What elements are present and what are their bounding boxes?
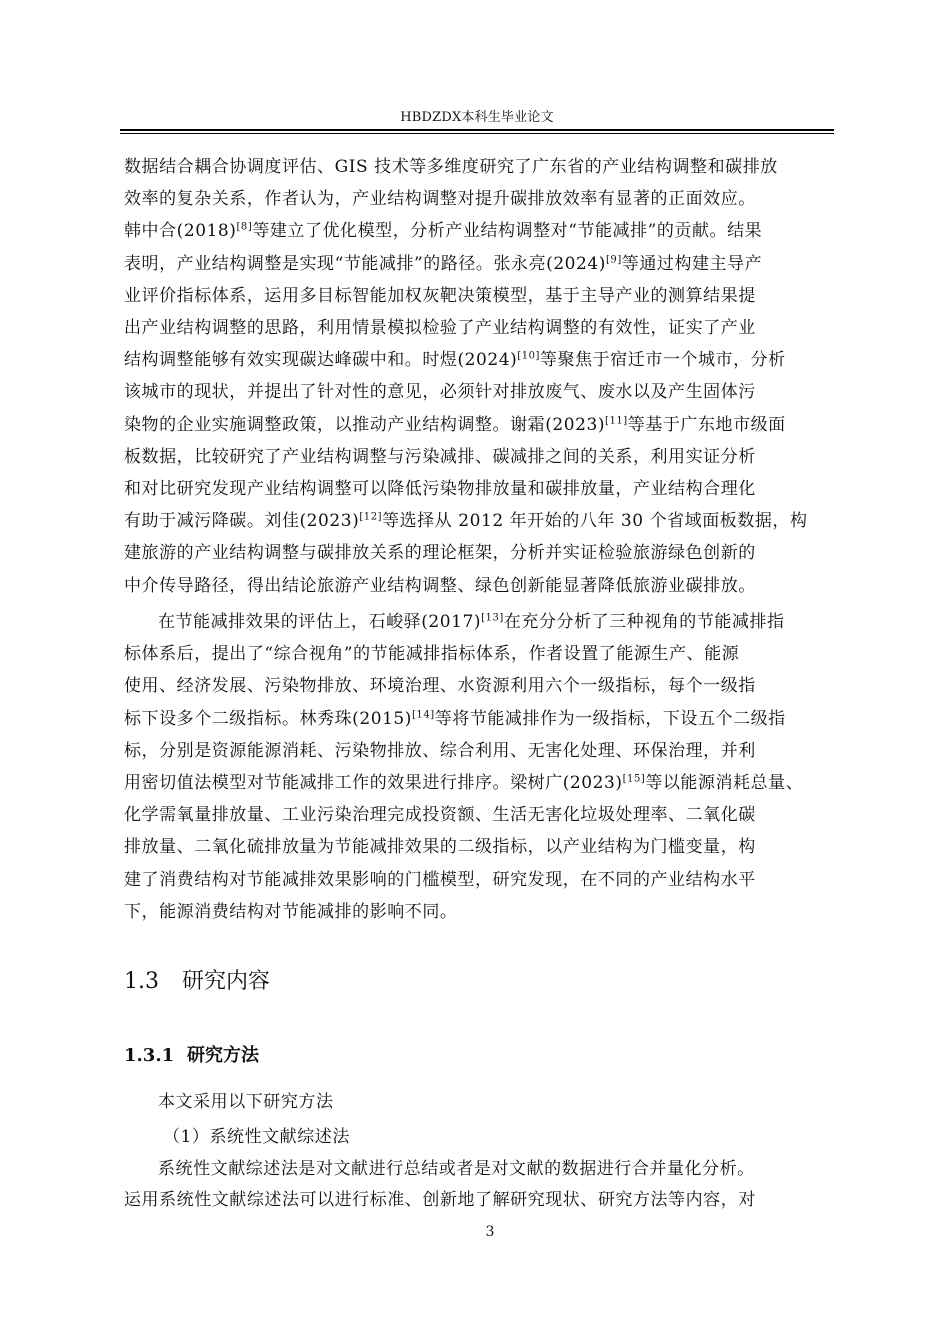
- citation-marker: [8]: [236, 221, 253, 233]
- citation-marker: [10]: [517, 350, 541, 362]
- citation-marker: [9]: [605, 253, 622, 265]
- paragraph-2-line-4: [124, 709, 844, 729]
- header-rule-thick: [120, 129, 834, 131]
- text-run: 标，分别是资源能源消耗、污染物排放、综合利用、无害化处理、环保治理，并利: [124, 740, 756, 761]
- citation-marker: [11]: [605, 414, 628, 426]
- header-title: HBDZDX本科生毕业论文: [400, 110, 554, 125]
- paragraph-1-line-7: [124, 350, 844, 370]
- section-heading: [124, 964, 270, 995]
- methods-intro: 本文采用以下研究方法: [158, 1092, 334, 1112]
- text-run: 在充分分析了三种视角的节能减排指: [503, 612, 785, 632]
- text-run: 标下设多个二级指标。林秀珠(2015): [124, 708, 412, 729]
- text-run: 业评价指标体系，运用多目标智能加权灰靶决策模型，基于主导产业的测算结果提: [124, 285, 756, 306]
- paragraph-2-line-8: [124, 837, 844, 857]
- paragraph-1-line-10: [124, 447, 844, 467]
- text-run: 该城市的现状，并提出了针对性的意见，必须针对排放废气、废水以及产生固体污: [124, 382, 756, 403]
- text-run: 标体系后，提出了“综合视角”的节能减排指标体系，作者设置了能源生产、能源: [124, 644, 740, 665]
- paragraph-1-line-6: [124, 318, 844, 338]
- paragraph-2-line-10: [124, 902, 844, 922]
- text-run: 等建立了优化模型，分析产业结构调整对“节能减排”的贡献。结果: [252, 221, 763, 242]
- text-run: 等聚焦于宿迁市一个城市，分析: [540, 350, 786, 371]
- paragraph-1-line-3: [124, 221, 844, 241]
- paragraph-2-line-3: [124, 676, 844, 696]
- subsection-title: 研究方法: [187, 1045, 259, 1066]
- paragraph-1-line-11: [124, 479, 844, 499]
- text-run: 数据结合耦合协调度评估、GIS 技术等多维度研究了广东省的产业结构调整和碳排放: [124, 157, 778, 177]
- paragraph-1-line-14: [124, 576, 844, 596]
- text-run: 使用、经济发展、污染物排放、环境治理、水资源利用六个一级指标，每个一级指: [124, 676, 756, 697]
- text-run: 韩中合(2018): [124, 221, 237, 242]
- paragraph-2-line-5: [124, 741, 844, 761]
- methods-paragraph-line-2: 运用系统性文献综述法可以进行标准、创新地了解研究现状、研究方法等内容，对: [124, 1190, 756, 1210]
- text-run: 效率的复杂关系，作者认为，产业结构调整对提升碳排放效率有显著的正面效应。: [124, 189, 756, 210]
- paragraph-1-line-8: [124, 382, 844, 402]
- citation-marker: [15]: [622, 773, 646, 785]
- subsection-heading: [124, 1041, 259, 1067]
- text-run: 等选择从 2012 年开始的八年 30 个省域面板数据，构: [382, 511, 808, 532]
- section-number: 1.3: [124, 969, 159, 994]
- text-run: 中介传导路径，得出结论旅游产业结构调整、绿色创新能显著降低旅游业碳排放。: [124, 575, 756, 596]
- paragraph-1-line-12: [124, 511, 844, 531]
- paragraph-1-line-1: [124, 157, 844, 177]
- text-run: 等通过构建主导产: [621, 253, 763, 274]
- text-run: 建了消费结构对节能减排效果影响的门槛模型，研究发现，在不同的产业结构水平: [124, 869, 756, 890]
- methods-paragraph-line-1: 系统性文献综述法是对文献进行总结或者是对文献的数据进行合并量化分析。: [158, 1159, 755, 1179]
- text-run: 下，能源消费结构对节能减排的影响不同。: [124, 901, 458, 922]
- paragraph-1-line-9: [124, 415, 844, 435]
- text-run: 染物的企业实施调整政策，以推动产业结构调整。谢霜(2023): [124, 414, 606, 435]
- page-number: 3: [485, 1224, 495, 1240]
- text-run: 用密切值法模型对节能减排工作的效果进行排序。梁树广(2023): [124, 773, 623, 793]
- paragraph-2-line-7: [124, 805, 844, 825]
- text-run: 板数据，比较研究了产业结构调整与污染减排、碳减排之间的关系，利用实证分析: [124, 446, 756, 467]
- text-run: 表明，产业结构调整是实现“节能减排”的路径。张永亮(2024): [124, 253, 606, 274]
- paragraph-1-line-13: [124, 543, 844, 563]
- paragraph-2-line-1: [158, 612, 846, 632]
- text-run: 排放量、二氧化硫排放量为节能减排效果的二级指标，以产业结构为门槛变量，构: [124, 837, 756, 858]
- subsection-number: 1.3.1: [124, 1045, 175, 1066]
- citation-marker: [13]: [481, 612, 504, 624]
- text-run: 出产业结构调整的思路，利用情景模拟检验了产业结构调整的有效性，证实了产业: [124, 318, 756, 338]
- header-rule-thin: [120, 133, 834, 134]
- text-run: 有助于减污降碳。刘佳(2023): [124, 511, 360, 532]
- paragraph-2-line-6: [124, 773, 844, 793]
- text-run: 等以能源消耗总量、: [645, 773, 804, 793]
- paragraph-2-line-9: [124, 870, 844, 890]
- paragraph-1-line-2: [124, 189, 844, 209]
- text-run: 等将节能减排作为一级指标，下设五个二级指: [434, 708, 786, 729]
- text-run: 建旅游的产业结构调整与碳排放关系的理论框架，分析并实证检验旅游绿色创新的: [124, 543, 756, 564]
- text-run: 在节能减排效果的评估上，石峻驿(2017): [158, 612, 482, 632]
- paragraph-2-line-2: [124, 644, 844, 664]
- text-run: 结构调整能够有效实现碳达峰碳中和。时煜(2024): [124, 350, 518, 371]
- method-item-1: （1）系统性文献综述法: [163, 1127, 350, 1147]
- text-run: 和对比研究发现产业结构调整可以降低污染物排放量和碳排放量，产业结构合理化: [124, 479, 756, 499]
- text-run: 等基于广东地市级面: [627, 414, 786, 435]
- text-run: 化学需氧量排放量、工业污染治理完成投资额、生活无害化垃圾处理率、二氧化碳: [124, 805, 756, 826]
- paragraph-1-line-4: [124, 254, 844, 274]
- paragraph-1-line-5: [124, 286, 844, 306]
- citation-marker: [14]: [411, 708, 435, 720]
- section-title: 研究内容: [182, 969, 271, 994]
- citation-marker: [12]: [359, 511, 383, 523]
